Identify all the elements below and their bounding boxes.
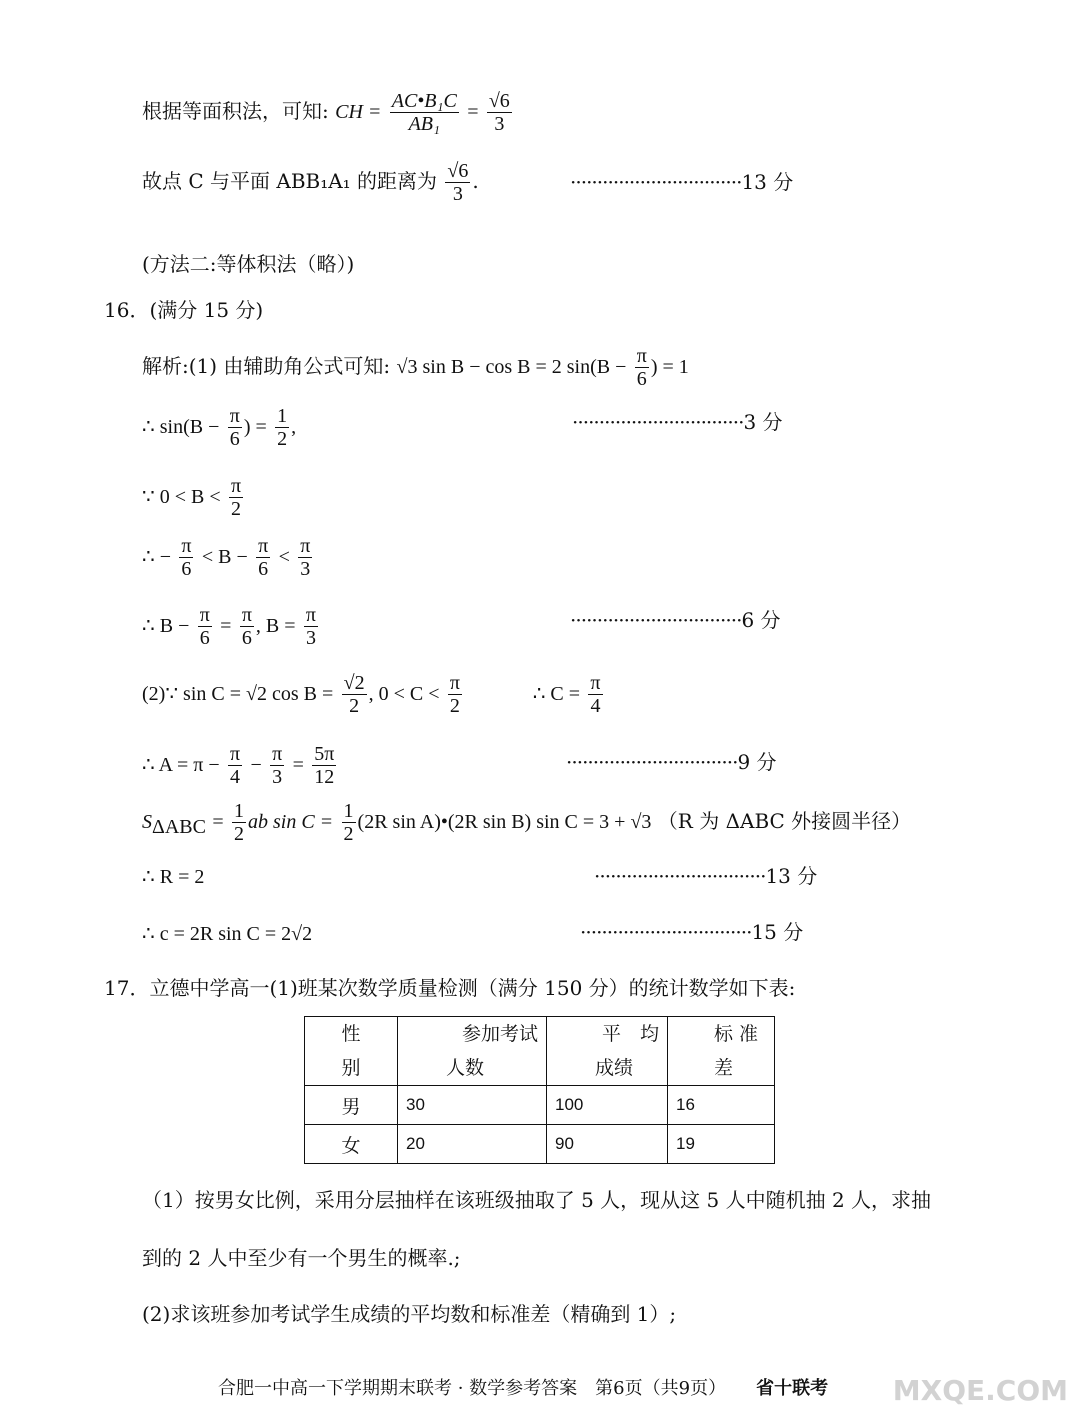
- method-two: (方法二:等体积法（略）): [142, 252, 355, 276]
- q16-line8: $S_{\Delta ABC}$ = $\frac{1}{2}$ ab sin C = $\frac{1}{2}$ (2R sin A)•(2R sin B) sin C = 3 + √3 （R 为 ΔABC 外接圆半径）: [142, 800, 912, 845]
- header-avg: 平 均 成绩: [547, 1017, 668, 1086]
- table-row: 男 30 100 16: [305, 1086, 775, 1125]
- score-6: ································6 分: [570, 608, 781, 632]
- header-std: 标 准 差: [668, 1017, 775, 1086]
- q16-title: 16．(满分 15 分): [104, 298, 264, 322]
- q16-line2: ∴ sin(B − $\frac{\pi}{6}$ ) = $\frac{1}{2}$ ,: [142, 405, 297, 450]
- q16-line1: 解析:(1) 由辅助角公式可知: √3 sin B − cos B = 2 sin(B − $\frac{\pi}{6}$ ) = 1: [142, 345, 689, 390]
- distance-line: 故点 C 与平面 ABB₁A₁ 的距离为 $\frac{√6}{3}$ .: [142, 160, 479, 205]
- page-footer: 合肥一中高一下学期期末联考 · 数学参考答案 第6页（共9页） 省十联考: [218, 1378, 829, 1399]
- q17-part1-b: 到的 2 人中至少有一个男生的概率.;: [142, 1246, 461, 1270]
- q16-line9: ∴ R = 2: [142, 866, 205, 888]
- score-3: ································3 分: [572, 410, 783, 434]
- score-15: ································15 分: [580, 920, 804, 944]
- q16-line4: ∴ − $\frac{\pi}{6}$ < B − $\frac{\pi}{6}$ < $\frac{\pi}{3}$: [142, 535, 311, 580]
- table-row: 女 20 90 19: [305, 1125, 775, 1164]
- table-header-row: [305, 1017, 775, 1086]
- q17-part1-a: （1）按男女比例，采用分层抽样在该班级抽取了 5 人，现从这 5 人中随机抽 2 人，求抽: [142, 1188, 932, 1212]
- score-9: ································9 分: [566, 750, 777, 774]
- q16-line10: ∴ c = 2R sin C = 2√2: [142, 923, 313, 945]
- score-13b: ································13 分: [594, 864, 818, 888]
- stats-table: [304, 1016, 775, 1164]
- header-gender: 性 别: [305, 1017, 398, 1086]
- score-13a: ································13 分: [570, 170, 794, 194]
- area-method-line: 根据等面积法，可知: CH = $\frac{\text{AC•B₁C}}{\text{AB₁}}$ = $\frac{√6}{3}$: [142, 90, 510, 135]
- q16-line3: ∵ 0 < B < $\frac{\pi}{2}$: [142, 475, 242, 520]
- q17-title: 17．立德中学高一(1)班某次数学质量检测（满分 150 分）的统计数学如下表:: [104, 976, 796, 1000]
- q16-line6: (2)∵ sin C = √2 cos B = $\frac{√2}{2}$ , 0 < C < $\frac{\pi}{2}$ ∴ C = $\frac{\pi}{4}$: [142, 672, 601, 717]
- q16-line5: ∴ B − $\frac{\pi}{6}$ = $\frac{\pi}{6}$ , B = $\frac{\pi}{3}$: [142, 604, 317, 649]
- brand-logo: 省十联考: [756, 1378, 829, 1399]
- q17-part2: (2)求该班参加考试学生成绩的平均数和标准差（精确到 1）;: [142, 1302, 677, 1326]
- q16-line7: ∴ A = π − $\frac{\pi}{4}$ − $\frac{\pi}{3}$ = $\frac{5\pi}{12}$: [142, 743, 335, 788]
- watermark: MXQE.COM: [892, 1374, 1068, 1407]
- header-count: 参加考试 人数: [398, 1017, 547, 1086]
